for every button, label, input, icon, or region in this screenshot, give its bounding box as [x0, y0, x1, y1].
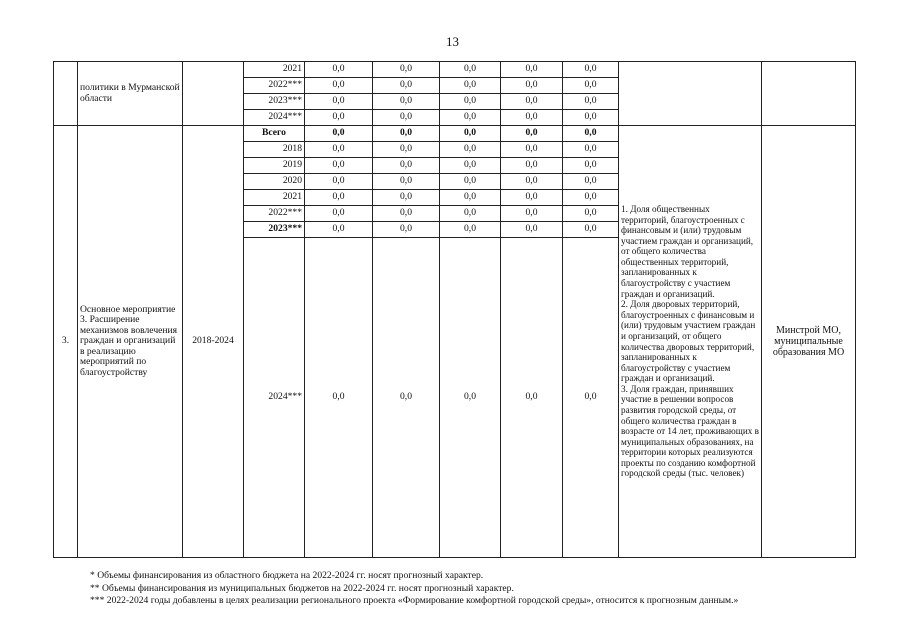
value-cell: 0,0 [373, 190, 440, 206]
value-cell: 0,0 [501, 126, 563, 142]
activity-cell: Основное мероприятие 3. Расширение механизмов вовлечения граждан и организаций в реализацию мероприятий по благоустройству [78, 126, 183, 558]
value-cell: 0,0 [373, 238, 440, 558]
value-cell: 0,0 [563, 174, 619, 190]
value-cell: 0,0 [305, 94, 373, 110]
value-cell: 0,0 [440, 190, 501, 206]
value-cell: 0,0 [305, 158, 373, 174]
value-cell: 0,0 [501, 238, 563, 558]
value-cell: 0,0 [563, 62, 619, 78]
value-cell: 0,0 [440, 78, 501, 94]
value-cell: 0,0 [373, 78, 440, 94]
page-number: 13 [446, 34, 459, 49]
value-cell: 0,0 [501, 158, 563, 174]
value-cell: 0,0 [563, 206, 619, 222]
value-cell: 0,0 [440, 126, 501, 142]
value-cell: 0,0 [501, 78, 563, 94]
value-cell: 0,0 [501, 62, 563, 78]
value-cell: 0,0 [501, 110, 563, 126]
value-cell: 0,0 [305, 62, 373, 78]
year-cell: 2018 [244, 142, 305, 158]
row-number-cell: 3. [54, 126, 78, 558]
value-cell: 0,0 [563, 126, 619, 142]
value-cell: 0,0 [440, 158, 501, 174]
value-cell: 0,0 [440, 110, 501, 126]
year-cell: 2021 [244, 62, 305, 78]
executor-cell [762, 62, 856, 126]
year-cell: 2020 [244, 174, 305, 190]
activity-cell: политики в Мурманской области [78, 62, 183, 126]
value-cell: 0,0 [440, 62, 501, 78]
value-cell: 0,0 [563, 238, 619, 558]
year-cell: 2021 [244, 190, 305, 206]
value-cell: 0,0 [440, 206, 501, 222]
value-cell: 0,0 [501, 222, 563, 238]
executor-cell: Минстрой МО, муниципальные образования МО [762, 126, 856, 558]
value-cell: 0,0 [501, 190, 563, 206]
value-cell: 0,0 [305, 126, 373, 142]
value-cell: 0,0 [305, 110, 373, 126]
value-cell: 0,0 [440, 222, 501, 238]
footnotes [90, 570, 738, 608]
value-cell: 0,0 [563, 222, 619, 238]
footnote: ** Объемы финансирования из муниципальных бюджетов на 2022-2024 гг. носят прогнозный характер. [90, 582, 514, 594]
value-cell: 0,0 [501, 142, 563, 158]
value-cell: 0,0 [440, 238, 501, 558]
year-cell: 2024*** [244, 238, 305, 558]
table-row [54, 62, 856, 78]
year-cell: 2019 [244, 158, 305, 174]
indicator-cell [619, 62, 762, 126]
value-cell: 0,0 [373, 110, 440, 126]
year-cell: 2023*** [244, 94, 305, 110]
value-cell: 0,0 [440, 174, 501, 190]
financing-table [53, 61, 856, 558]
value-cell: 0,0 [305, 174, 373, 190]
value-cell: 0,0 [373, 158, 440, 174]
value-cell: 0,0 [501, 94, 563, 110]
footnote: *** 2022-2024 годы добавлены в целях реализации регионального проекта «Формирование комфортной городской среды», относится к прогнозным данным.» [90, 595, 739, 606]
value-cell: 0,0 [501, 174, 563, 190]
row-number-cell [54, 62, 78, 126]
year-cell: 2022*** [244, 206, 305, 222]
value-cell: 0,0 [563, 94, 619, 110]
value-cell: 0,0 [305, 206, 373, 222]
value-cell: 0,0 [305, 142, 373, 158]
value-cell: 0,0 [563, 190, 619, 206]
value-cell: 0,0 [305, 190, 373, 206]
table-row [54, 126, 856, 142]
value-cell: 0,0 [440, 94, 501, 110]
value-cell: 0,0 [373, 94, 440, 110]
value-cell: 0,0 [563, 158, 619, 174]
value-cell: 0,0 [305, 238, 373, 558]
value-cell: 0,0 [373, 206, 440, 222]
footnote: * Объемы финансирования из областного бюджета на 2022-2024 гг. носят прогнозный характер. [90, 570, 484, 581]
value-cell: 0,0 [373, 222, 440, 238]
value-cell: 0,0 [563, 78, 619, 94]
value-cell: 0,0 [373, 126, 440, 142]
value-cell: 0,0 [305, 222, 373, 238]
value-cell: 0,0 [563, 110, 619, 126]
value-cell: 0,0 [440, 142, 501, 158]
value-cell: 0,0 [501, 206, 563, 222]
indicator-cell: 1. Доля общественных территорий, благоустроенных с финансовым и (или) трудовым участием граждан и организаций, от общего количества общественных территорий, запланированных к благоустройству с участием граждан и организаций. 2. Доля дворовых территорий, благоустроенных с финансовым и (или) трудовым участием граждан и организаций, от общего количества дворовых территорий, запланированных к благоустройству с участием граждан и организаций. 3. Доля граждан, принявших участие в решении вопросов развития городской среды, от общего количества граждан в возрасте от 14 лет, проживающих в муниципальных образованиях, на территории которых реализуются проекты по созданию комфортной городской среды (тыс. человек) [619, 126, 762, 558]
year-cell: 2023*** [244, 222, 305, 238]
value-cell: 0,0 [305, 78, 373, 94]
value-cell: 0,0 [373, 142, 440, 158]
value-cell: 0,0 [563, 142, 619, 158]
period-cell: 2018-2024 [183, 126, 244, 558]
value-cell: 0,0 [373, 62, 440, 78]
period-cell [183, 62, 244, 126]
year-cell: 2024*** [244, 110, 305, 126]
year-cell: Всего [244, 126, 305, 142]
value-cell: 0,0 [373, 174, 440, 190]
year-cell: 2022*** [244, 78, 305, 94]
